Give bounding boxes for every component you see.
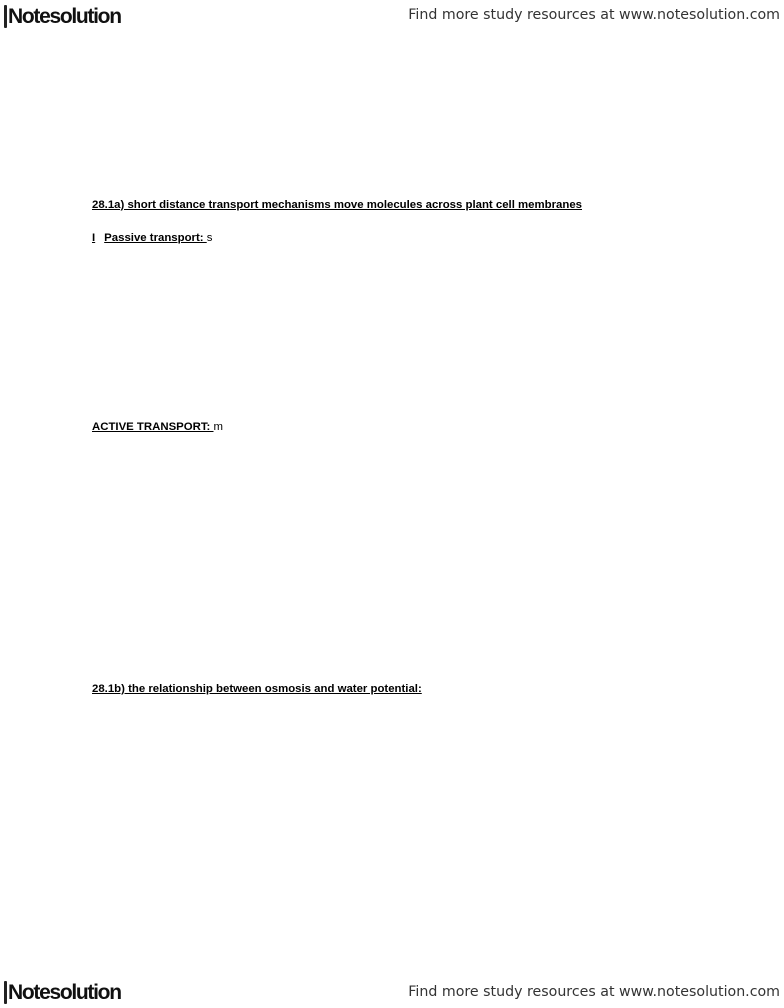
header-logo bbox=[4, 1, 121, 31]
list-marker: I bbox=[92, 232, 96, 244]
section-heading-28-1a: 28.1a) short distance transport mechanisms move molecules across plant cell membranes bbox=[92, 199, 582, 211]
header-logo-text: Notesolution bbox=[8, 4, 121, 28]
passive-transport-label: Passive transport: bbox=[104, 232, 207, 244]
footer-logo-text: Notesolution bbox=[8, 980, 121, 1004]
logo-mark-icon bbox=[4, 981, 7, 1004]
passive-transport-line bbox=[92, 233, 212, 244]
logo-mark-icon bbox=[4, 5, 7, 28]
active-transport-line bbox=[92, 422, 223, 433]
section-heading-28-1b: 28.1b) the relationship between osmosis and water potential: bbox=[92, 683, 422, 695]
active-transport-text: m bbox=[213, 421, 224, 433]
footer-tagline: Find more study resources at www.notesolution.com bbox=[408, 984, 780, 1000]
header-tagline: Find more study resources at www.notesolution.com bbox=[408, 7, 780, 23]
active-transport-label: ACTIVE TRANSPORT: bbox=[92, 421, 214, 433]
footer-logo bbox=[4, 977, 121, 1007]
passive-transport-text: s bbox=[206, 232, 213, 244]
